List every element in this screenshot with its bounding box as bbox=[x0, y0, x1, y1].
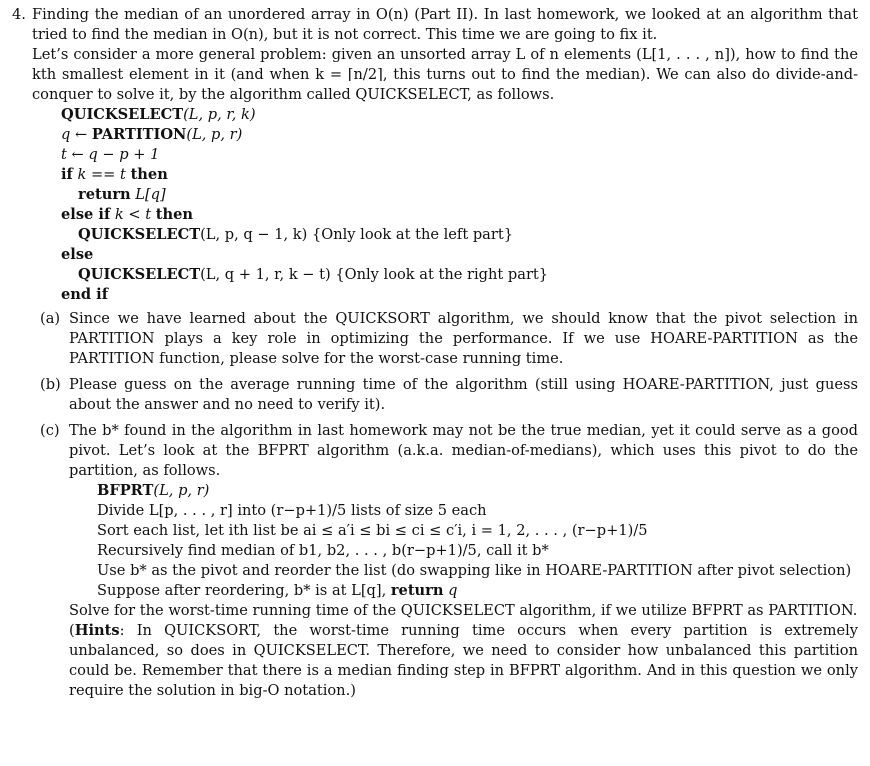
bfprt-algorithm bbox=[97, 481, 858, 601]
bfprt-step-1: Divide L[p, . . . , r] into (r−p+1)/5 lists of size 5 each bbox=[97, 502, 487, 519]
bfprt-step-3: Recursively find median of b1, b2, . . . , b(r−p+1)/5, call it b* bbox=[97, 542, 549, 559]
bfprt-step-2: Sort each list, let ith list be ai ≤ a′i ≤ bi ≤ ci ≤ c′i, i = 1, 2, . . . , (r−p+1)/5 bbox=[97, 522, 648, 539]
quickselect-algorithm bbox=[61, 105, 858, 305]
solve-text: Solve for the worst-time running time of the QUICKSELECT algorithm, if we utilize BFPRT as PARTITION. bbox=[69, 602, 858, 619]
part-b-label: (b) bbox=[40, 376, 61, 393]
part-c-text: The b* found in the algorithm in last homework may not be the true median, yet it could serve as a good pivot. Let’s look at the BFPRT algorithm (a.k.a. median-of-medians), which uses this pivot to do the partition, as follows. bbox=[69, 422, 858, 479]
algo-line-5: return L[q] bbox=[78, 186, 166, 203]
part-b-text: Please guess on the average running time of the algorithm (still using HOARE-PARTITION, just guess about the answer and no need to verify it). bbox=[69, 376, 858, 413]
problem-intro bbox=[12, 5, 858, 105]
algo-line-10: end if bbox=[61, 286, 109, 303]
algo-line-2: q ← PARTITION(L, p, r) bbox=[61, 126, 243, 143]
part-a bbox=[12, 309, 858, 369]
algo-line-1: QUICKSELECT(L, p, r, k) bbox=[61, 106, 256, 123]
algo-line-9: QUICKSELECT(L, q + 1, r, k − t) {Only look at the right part} bbox=[78, 266, 549, 283]
algo-line-4: if k == t then bbox=[61, 166, 168, 183]
bfprt-title: BFPRT(L, p, r) bbox=[97, 482, 210, 499]
problem-number: 4. bbox=[12, 6, 26, 23]
algo-line-6: else if k < t then bbox=[61, 206, 193, 223]
part-a-text: Since we have learned about the QUICKSORT algorithm, we should know that the pivot selection in PARTITION plays a key role in optimizing the performance. If we use HOARE-PARTITION as the PARTITION function, please solve for the worst-case running time. bbox=[69, 310, 858, 367]
algo-line-3: t ← q − p + 1 bbox=[61, 146, 160, 163]
algo-line-7: QUICKSELECT(L, p, q − 1, k) {Only look at the left part} bbox=[78, 226, 514, 243]
algo-line-8: else bbox=[61, 246, 94, 263]
hints-paragraph: (Hints: In QUICKSORT, the worst-time running time occurs when every partition is extremely unbalanced, so does in QUICKSELECT. Therefore, we need to consider how unbalanced this partition could be. Remember that there is a median finding step in BFPRT algorithm. And in this question we only require the solution in big-O notation.) bbox=[69, 622, 858, 699]
sub-questions bbox=[12, 309, 858, 701]
bfprt-step-4: Use b* as the pivot and reorder the list (do swapping like in HOARE-PARTITION after pivot selection) bbox=[97, 562, 852, 579]
intro-paragraph-2: Let’s consider a more general problem: given an unsorted array L of n elements (L[1, . . . , n]), how to find the kth smallest element in it (and when k = ⌈n/2⌉, this turns out to find the median). We can also do divide-and-conquer to solve it, by the algorithm called QUICKSELECT, as follows. bbox=[32, 46, 858, 103]
bfprt-step-5: Suppose after reordering, b* is at L[q], return q bbox=[97, 582, 458, 599]
part-a-label: (a) bbox=[40, 310, 61, 327]
part-c-label: (c) bbox=[40, 422, 60, 439]
part-c bbox=[12, 421, 858, 701]
part-b bbox=[12, 375, 858, 415]
intro-paragraph-1: Finding the median of an unordered array in O(n) (Part II). In last homework, we looked at an algorithm that tried to find the median in O(n), but it is not correct. This time we are going to fix it. bbox=[32, 6, 858, 43]
